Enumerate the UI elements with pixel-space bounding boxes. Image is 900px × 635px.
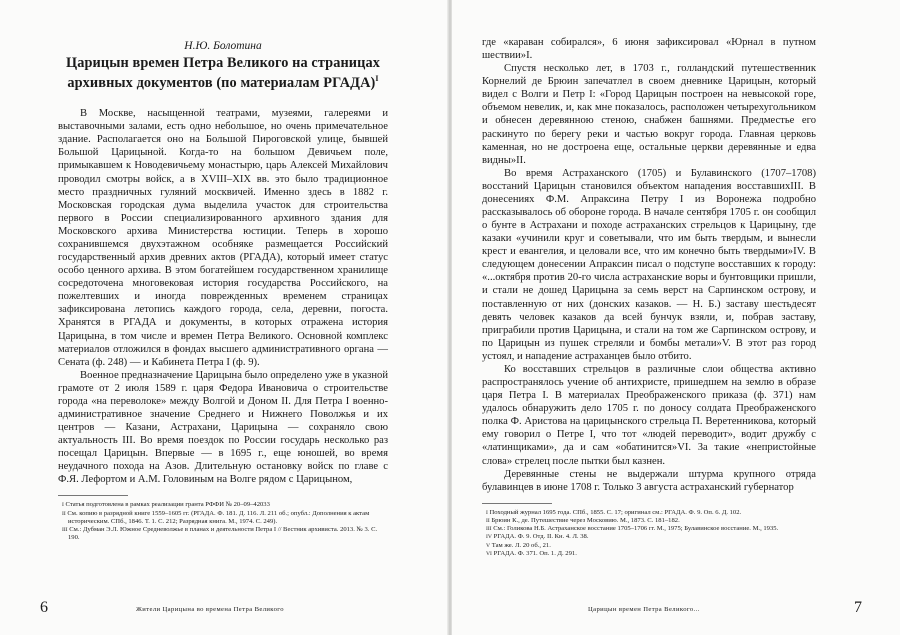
footnote-mark: I (486, 509, 488, 516)
footnote-text: См.: Голикова Н.Б. Астраханское восстание 1705–1706 гг. М., 1975; Булавинское восстание. М., 1935. (493, 525, 779, 533)
running-head: Жители Царицына во времена Петра Великого (136, 606, 284, 613)
footnote-mark: II (486, 517, 490, 524)
footnote-mark: II (62, 510, 66, 517)
paragraph: Деревянные стены не выдержали штурма крупного отряда булавинцев в июне 1708 г. Только 3 августа астраханский губернатор (482, 468, 816, 493)
footnote-text: См. копию в разрядной книге 1559–1605 гг. (РГАДА. Ф. 181. Д. 116. Л. 211 об.; опубл.: Дополнения к актам историческим. СПб., 1846. Т. 1. С. 212; Разрядная книга. М., 1974. С. 249). (67, 509, 370, 525)
running-head: Царицын времен Петра Великого... (588, 606, 700, 613)
footnote-divider (58, 495, 128, 496)
footnote (482, 517, 816, 525)
paragraph: где «караван собирался», 6 июня зафиксировал «Юрнал в путном шествии»I. (482, 37, 816, 62)
left-text-column (58, 40, 388, 542)
footnote-mark: I (62, 502, 64, 509)
page-number: 6 (40, 599, 48, 616)
footnote (482, 542, 816, 550)
page-number: 7 (854, 599, 862, 616)
right-page (452, 0, 900, 635)
footnote-text: РГАДА. Ф. 9. Отд. II. Кн. 4. Л. 38. (493, 533, 589, 541)
footnote-text: Статья подготовлена в рамках реализации гранта РФФИ № 20–09–42033 (65, 501, 270, 509)
footnote (482, 550, 816, 558)
footnote (58, 510, 388, 526)
footnote-mark: VI (486, 550, 492, 557)
article-title (58, 56, 388, 91)
footnote (58, 501, 388, 509)
footnote-mark: IV (486, 534, 492, 541)
paragraph: Ко восставших стрельцов в различные слои общества активно распространялось учение об антихристе, пришедшем на землю в образе царя Петра I. В материалах Преображенского приказа (ф. 371) нам удалось обнаружить дело 1705 г. по доносу солдата Преображенского полка Ф. Аристова на царицынского стрельца П. Веретенникова, который ему говорил о Петре I, что тот «людей переводит», водит дружбу с «латинщиками», да и сам «обатинится»VI. За такие «непристойные слова» стрелец после пытки был казнен. (482, 363, 816, 467)
footnote (482, 533, 816, 541)
paragraph: Спустя несколько лет, в 1703 г., голландский путешественник Корнелий де Брюин запечатлел в своем дневнике Царицын, который видел с Волги и Петр I: «Город Царицын построен на невысокой горе, объемом невелик, и, как мне показалось, расположен четырехугольником и обнесен деревянною стеною, снабжен башнями. Предместье его раскинуто по берегу реки и частью вокруг города. Главная церковь каменная, но не достроена еще, остальные церкви деревянные и едва видны»II. (482, 63, 816, 166)
footnote (482, 509, 816, 517)
footnote-text: Походный журнал 1695 года. СПб., 1855. С. 17; оригинал см.: РГАДА. Ф. 9. Оп. 6. Д. 102. (489, 508, 742, 516)
right-text-column (482, 36, 816, 558)
title-note-mark: I (375, 74, 379, 84)
footnote-mark: III (486, 526, 492, 533)
footnote-mark: III (62, 527, 68, 534)
article-title-text: Царицын времен Петра Великого на страницах архивных документов (по материалам РГАДА) (66, 55, 380, 91)
footnote-text: См.: Дубман Э.Л. Южное Средневолжье в планах и деятельности Петра I // Вестник архивиста. 2013. № 3. С. 190. (68, 526, 378, 542)
article-author: Н.Ю. Болотина (184, 40, 262, 52)
left-page (0, 0, 448, 635)
footnote-text: Там же. Л. 20 об., 21. (491, 541, 551, 549)
footnote-text: Брюин К., де. Путешествие через Московию. М., 1873. С. 181–182. (491, 516, 680, 524)
footnote (58, 526, 388, 542)
footnote-divider (482, 503, 552, 504)
footnote-text: РГАДА. Ф. 371. Оп. 1. Д. 291. (493, 549, 577, 557)
footnote (482, 525, 816, 533)
paragraph: Военное предназначение Царицына было определено уже в указной грамоте от 2 июля 1589 г. царя Федора Ивановича о строительстве города «на переволоке» между Волгой и Доном ІІ. Для Петра I военно-административное значение Среднего и Нижнего Поволжья и их центров — Казани, Астрахани, Царицына — сохраняло свою актуальность ІІІ. Во время поездок по России государь несколько раз посещал Царицын. Впервые — в 1695 г., еще юношей, во время неудачного похода на Азов. Длительную остановку войск по главе с Ф.Я. Лефортом и А.М. Головиным на Волге рядом с Царицыном, (58, 369, 388, 486)
paragraph: Во время Астраханского (1705) и Булавинского (1707–1708) восстаний Царицын становился объектом нападения восставшихIII. В донесениях Ф.М. Апраксина Петру I из Воронежа подробно рассказывалось об обороне города. В начале сентября 1705 г. он сообщил о бунте в Астрахани и походе астраханских стрельцов к Царицыну, где казаки «учинили круг и советывали, что им быть твердым, и вынесли крест и евангелия, и целовали все, что им конечно быть твердыми»IV. В следующем донесении Апраксин писал о подступе восставших к городу: «...октября против 20-го числа астраханские воры и бунтовщики пришли, и стали не дошед Царицына за семь верст на Сарпинском острову, и поставленную от них (донских казаков. — Н. Б.) заставу шестьдесят девять человек казаков да всей бунчук взяли, и, побрав заставу, приграбили против Царицына, и стали на том же Сарпинском острову, и по Царицын из пушек стреляли и бомбы метали»V. В этот раз город устоял, и нападение астраханцев было отбито. (482, 167, 816, 362)
footnote-mark: V (486, 542, 491, 549)
paragraph: В Москве, насыщенной театрами, музеями, галереями и выставочными залами, есть одно небольшое, но очень примечательное здание. Располагается оно на Большой Пироговской улице, бывшей Большой Царицыной. Когда-то на большом Девичьем поле, примыкавшем к Новодевичьему монастырю, царь Алексей Михайлович проводил смотры войск, а в XVIII–XIX вв. это было традиционное место праздничных гуляний москвичей. Именно здесь в 1882 г. Московская городская дума выделила участок для строительства первого в России специализированного архивного здания для Московского архива Министерства юстиции. Теперь в хорошо сохранившемся двухэтажном особняке размещается Российский государственный архив древних актов (РГАДА), который имеет статус особо ценного архива. В этом богатейшем государственном хранилище сосредоточена многовековая история государства Российского, на пожелтевших и иногда поврежденных временем страницах зафиксирована летопись каждого города, села, деревни, погоста. Хранятся в РГАДА и документы, в которых отражена история Царицына, в том числе и времен Петра Великого. Основной комплекс материалов отложился в фондах высшего административного органа — Сената (ф. 248) — и Кабинета Петра I (ф. 9). (58, 108, 388, 368)
